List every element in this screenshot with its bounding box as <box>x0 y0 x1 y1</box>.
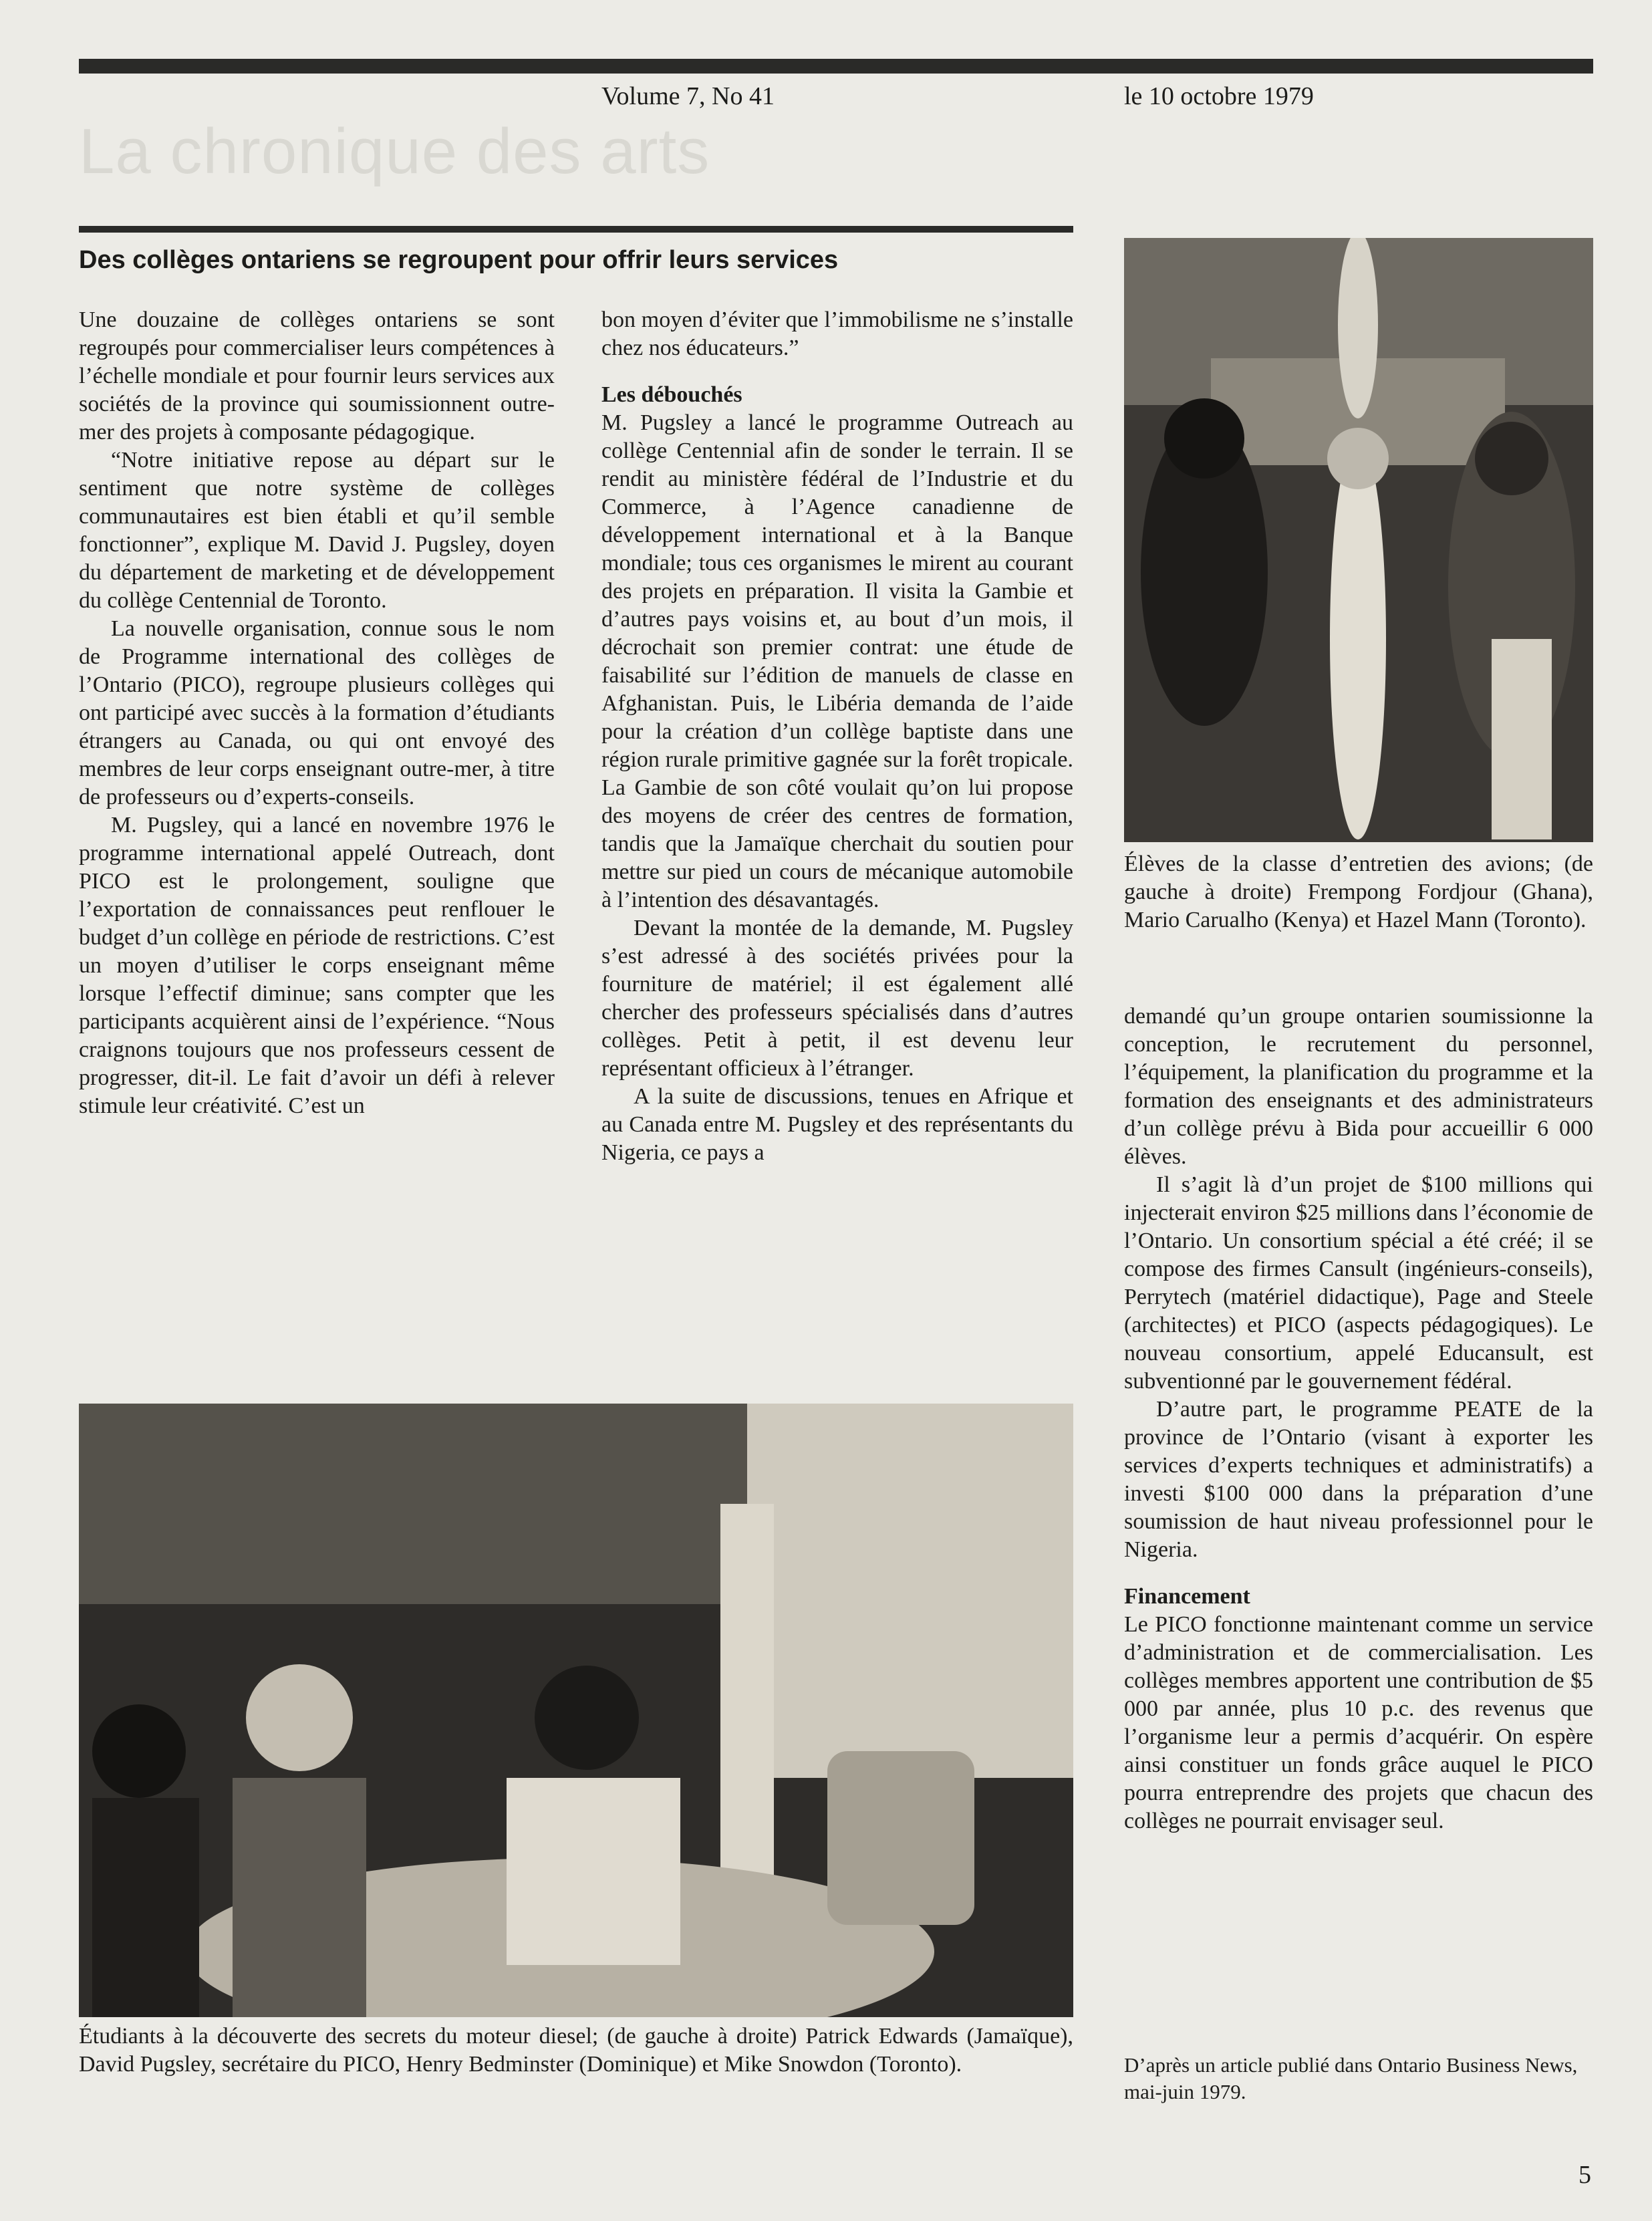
top-rule <box>79 59 1593 74</box>
paragraph: D’autre part, le programme PEATE de la province de l’Ontario (visant à exporter les services d’experts techniques et administratifs) a investi $100 000 dans la préparation d’une soumission de haut niveau professionnel pour le Nigeria. <box>1124 1397 1593 1562</box>
paragraph: Le PICO fonctionne maintenant comme un service d’administration et de commercialisation. Les collèges membres apportent une contribution de $5 000 par année, plus 10 p.c. des revenus que l’organisme leur a permis d’acquérir. On espère ainsi constituer un fonds grâce auquel le PICO pourra entreprendre des projets que chacun des collèges ne pourrait envisager seul. <box>1124 1612 1593 1833</box>
volume-number: Volume 7, No 41 <box>601 82 775 110</box>
paragraph: bon moyen d’éviter que l’immobilisme ne s’installe chez nos éducateurs.” <box>601 307 1073 360</box>
photo-illustration <box>79 1404 1073 2017</box>
subheading-financement: Financement <box>1124 1584 1250 1609</box>
page-number: 5 <box>1578 2161 1591 2189</box>
faded-show-through-title: La chronique des arts <box>79 116 710 187</box>
photo-caption-2: Étudiants à la découverte des secrets du moteur diesel; (de gauche à droite) Patrick Edwards (Jamaïque), David Pugsley, secrétaire du PICO, Henry Bedminster (Dominique) et Mike Snowdon (Toronto). <box>79 2024 1073 2077</box>
photo-caption-1: Élèves de la classe d’entretien des avions; (de gauche à droite) Frempong Fordjour (Ghana), Mario Carualho (Kenya) et Hazel Mann (Toronto). <box>1124 852 1593 932</box>
article-source-note: D’après un article publié dans Ontario Business News, mai-juin 1979. <box>1124 2053 1578 2103</box>
paragraph: La nouvelle organisation, connue sous le nom de Programme international des collèges de l’Ontario (PICO), regroupe plusieurs collèges qui ont participé avec succès à la formation d’étudiants étrangers au Canada, ou qui ont envoyé des membres de leur corps enseignant outre-mer, à titre de professeurs ou d’experts-conseils. <box>79 616 555 809</box>
article-headline: Des collèges ontariens se regroupent pour offrir leurs services <box>79 246 839 274</box>
subheading-debouches: Les débouchés <box>601 382 742 407</box>
article-column-2 <box>601 306 1073 1167</box>
paragraph: “Notre initiative repose au départ sur le sentiment que notre système de collèges communautaires est bien établi et qu’il semble fonctionner”, explique M. David J. Pugsley, doyen du département de marketing et de développement du collège Centennial de Toronto. <box>79 448 555 613</box>
issue-date: le 10 octobre 1979 <box>1124 82 1314 110</box>
paragraph: Il s’agit là d’un projet de $100 millions qui injecterait environ $25 millions dans l’économie de l’Ontario. Un consortium spécial a été créé; il se compose des firmes Cansult (ingénieurs-conseils), Perrytech (matériel didactique), Page and Steele (architectes) et PICO (aspects pédagogiques). Le nouveau consortium, appelé Educansult, est subventionné par le gouvernement fédéral. <box>1124 1172 1593 1394</box>
paragraph: demandé qu’un groupe ontarien soumissionne la conception, le recrutement du personnel, l’équipement, la planification du programme et la formation des enseignants et des administrateurs d’un collège prévu à Bida pour accueillir 6 000 élèves. <box>1124 1004 1593 1169</box>
headline-rule <box>79 226 1073 233</box>
paragraph: Une douzaine de collèges ontariens se sont regroupés pour commercialiser leurs compétences à l’échelle mondiale et pour fournir leurs services aux sociétés de la province qui soumissionnent outre-mer des projets à composante pédagogique. <box>79 307 555 444</box>
diesel-engine-photo <box>79 1404 1073 2017</box>
paragraph: A la suite de discussions, tenues en Afrique et au Canada entre M. Pugsley et des représentants du Nigeria, ce pays a <box>601 1084 1073 1165</box>
paragraph: M. Pugsley a lancé le programme Outreach au collège Centennial afin de sonder le terrain. Il se rendit au ministère fédéral de l’Industrie et du Commerce, à l’Agence canadienne de développement international et à la Banque mondiale; tous ces organismes le mirent au courant des projets en préparation. Il visita la Gambie et d’autres pays voisins et, au bout d’un mois, il décrochait son premier contrat: une étude de faisabilité sur l’édition de manuels de classe en Afghanistan. Puis, le Libéria demanda de l’aide pour la création d’un collège baptiste dans une région rurale primitive gagnée sur la forêt tropicale. La Gambie de son côté voulait qu’on lui propose des moyens de créer des centres de formation, tandis que la Jamaïque cherchait du soutien pour mettre sur pied un cours de mécanique automobile à l’intention des désavantagés. <box>601 410 1073 912</box>
photo-illustration <box>1124 238 1593 842</box>
paragraph: Devant la montée de la demande, M. Pugsley s’est adressé à des sociétés privées pour la fourniture de matériel; il est également allé chercher des professeurs spécialisés dans d’autres collèges. Petit à petit, il est devenu leur représentant officieux à l’étranger. <box>601 916 1073 1081</box>
aircraft-maintenance-photo <box>1124 238 1593 842</box>
article-column-3 <box>1124 1003 1593 1835</box>
paragraph: M. Pugsley, qui a lancé en novembre 1976 le programme international appelé Outreach, dont PICO est le prolongement, souligne que l’exportation de connaissances peut renflouer le budget d’un collège en période de restrictions. C’est un moyen d’utiliser le corps enseignant même lorsque l’effectif diminue; sans compter que les participants acquièrent ainsi de l’expérience. “Nous craignons toujours que nos professeurs cessent de progresser, dit-il. Le fait d’avoir un défi à relever stimule leur créativité. C’est un <box>79 813 555 1118</box>
article-column-1 <box>79 306 555 1120</box>
